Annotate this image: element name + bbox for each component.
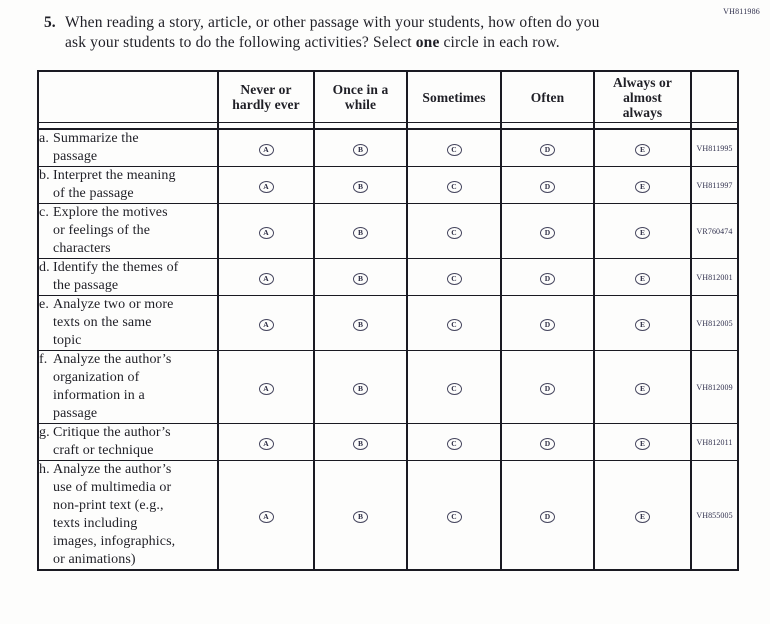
row-letter: f.: [39, 352, 48, 367]
option-cell-b: [314, 204, 407, 259]
table-row-g: [38, 424, 738, 461]
row-code: VH812001: [691, 259, 738, 296]
row-code: VH811997: [691, 167, 738, 204]
option-circle-a[interactable]: A: [259, 227, 274, 239]
form-code-top: VH811986: [723, 7, 760, 16]
option-cell-e: [594, 259, 691, 296]
option-cell-e: [594, 351, 691, 424]
option-cell-d: [501, 461, 594, 571]
option-circle-b[interactable]: B: [353, 227, 368, 239]
table-row-f: [38, 351, 738, 424]
option-cell-c: [407, 461, 501, 571]
option-cell-a: [218, 259, 314, 296]
option-circle-b[interactable]: B: [353, 511, 368, 523]
row-letter: d.: [39, 260, 50, 275]
option-circle-e[interactable]: E: [635, 181, 650, 193]
question-text: [65, 13, 600, 52]
column-header-line: Once in a: [332, 82, 389, 97]
column-header-line: almost: [623, 89, 662, 105]
option-circle-d[interactable]: D: [540, 273, 555, 285]
option-cell-e: [594, 167, 691, 204]
option-cell-b: [314, 259, 407, 296]
column-header-line: while: [344, 97, 377, 112]
row-label-text: Interpret the meaning of the passage: [53, 168, 176, 201]
option-circle-b[interactable]: B: [353, 144, 368, 156]
option-cell-e: [594, 129, 691, 167]
option-circle-a[interactable]: A: [259, 383, 274, 395]
option-cell-b: [314, 351, 407, 424]
option-circle-d[interactable]: D: [540, 383, 555, 395]
option-circle-d[interactable]: D: [540, 511, 555, 523]
option-cell-d: [501, 129, 594, 167]
table-row-e: [38, 296, 738, 351]
table-row-h: [38, 461, 738, 571]
row-label: [38, 424, 218, 461]
option-circle-d[interactable]: D: [540, 438, 555, 450]
table-row-a: [38, 129, 738, 167]
option-cell-a: [218, 129, 314, 167]
option-cell-b: [314, 461, 407, 571]
header-empty-code-col: [691, 71, 738, 123]
column-header-line: Often: [530, 89, 565, 105]
question-line-2: ask your students to do the following activities? Select one circle in each row.: [65, 33, 560, 51]
option-circle-c[interactable]: C: [447, 181, 462, 193]
column-header-line: Never or: [240, 82, 292, 97]
column-header-never-or-hardly-ever: [218, 71, 314, 123]
table-row-c: [38, 204, 738, 259]
row-letter: a.: [39, 131, 49, 146]
option-circle-d[interactable]: D: [540, 319, 555, 331]
row-label-text: Summarize the passage: [53, 131, 139, 164]
column-header-line: hardly ever: [232, 97, 300, 112]
option-cell-e: [594, 424, 691, 461]
row-letter: c.: [39, 205, 49, 220]
option-cell-a: [218, 167, 314, 204]
row-code: VR760474: [691, 204, 738, 259]
column-header-always-or-almost-always: [594, 71, 691, 123]
row-label-text: Analyze the author’s organization of information in a passage: [53, 352, 172, 421]
option-circle-c[interactable]: C: [447, 438, 462, 450]
option-circle-c[interactable]: C: [447, 273, 462, 285]
bold-word-one: one: [415, 33, 440, 51]
column-header-once-in-a-while: [314, 71, 407, 123]
option-cell-e: [594, 461, 691, 571]
row-code: VH855005: [691, 461, 738, 571]
option-circle-a[interactable]: A: [259, 273, 274, 285]
option-circle-c[interactable]: C: [447, 511, 462, 523]
option-cell-b: [314, 167, 407, 204]
option-circle-d[interactable]: D: [540, 144, 555, 156]
option-cell-a: [218, 351, 314, 424]
option-circle-b[interactable]: B: [353, 181, 368, 193]
row-letter: g.: [39, 425, 50, 440]
row-letter: b.: [39, 168, 50, 183]
option-cell-a: [218, 204, 314, 259]
option-cell-e: [594, 296, 691, 351]
option-circle-a[interactable]: A: [259, 181, 274, 193]
option-cell-d: [501, 351, 594, 424]
row-code: VH812005: [691, 296, 738, 351]
option-cell-b: [314, 129, 407, 167]
option-circle-b[interactable]: B: [353, 273, 368, 285]
option-circle-d[interactable]: D: [540, 227, 555, 239]
option-circle-c[interactable]: C: [447, 383, 462, 395]
row-label: [38, 167, 218, 204]
row-code: VH812011: [691, 424, 738, 461]
option-cell-c: [407, 167, 501, 204]
row-code: VH811995: [691, 129, 738, 167]
option-circle-b[interactable]: B: [353, 383, 368, 395]
option-cell-d: [501, 296, 594, 351]
option-circle-e[interactable]: E: [635, 511, 650, 523]
option-circle-e[interactable]: E: [635, 319, 650, 331]
option-cell-b: [314, 296, 407, 351]
option-circle-e[interactable]: E: [635, 227, 650, 239]
frequency-matrix-table: [37, 70, 739, 571]
row-label: [38, 351, 218, 424]
option-cell-e: [594, 204, 691, 259]
row-code: VH812009: [691, 351, 738, 424]
row-label: [38, 204, 218, 259]
option-circle-a[interactable]: A: [259, 144, 274, 156]
column-header-line: Always or: [612, 74, 673, 90]
question-line-1: When reading a story, article, or other passage with your students, how often do you: [65, 14, 600, 31]
option-circle-c[interactable]: C: [447, 144, 462, 156]
option-circle-e[interactable]: E: [635, 438, 650, 450]
option-cell-c: [407, 204, 501, 259]
column-header-sometimes: [407, 71, 501, 123]
table-row-d: [38, 259, 738, 296]
option-circle-e[interactable]: E: [635, 383, 650, 395]
option-circle-b[interactable]: B: [353, 319, 368, 331]
option-circle-c[interactable]: C: [447, 319, 462, 331]
option-circle-a[interactable]: A: [259, 511, 274, 523]
option-circle-d[interactable]: D: [540, 181, 555, 193]
header-empty-label-col: [38, 71, 218, 123]
option-cell-d: [501, 167, 594, 204]
option-circle-a[interactable]: A: [259, 319, 274, 331]
option-cell-c: [407, 259, 501, 296]
row-label-text: Identify the themes of the passage: [53, 260, 179, 293]
row-label-text: Analyze two or more texts on the same topic: [53, 297, 174, 348]
question-5: [44, 13, 749, 52]
option-cell-a: [218, 296, 314, 351]
row-label-text: Explore the motives or feelings of the characters: [53, 205, 168, 256]
option-cell-c: [407, 129, 501, 167]
option-cell-d: [501, 424, 594, 461]
option-circle-a[interactable]: A: [259, 438, 274, 450]
option-cell-a: [218, 424, 314, 461]
row-letter: e.: [39, 297, 49, 312]
option-cell-c: [407, 296, 501, 351]
option-cell-b: [314, 424, 407, 461]
table-row-b: [38, 167, 738, 204]
row-label: [38, 296, 218, 351]
row-label: [38, 259, 218, 296]
column-header-line: Sometimes: [422, 89, 486, 105]
table-header-row: [38, 71, 738, 123]
row-label: [38, 129, 218, 167]
option-circle-e[interactable]: E: [635, 144, 650, 156]
option-circle-b[interactable]: B: [353, 438, 368, 450]
option-cell-d: [501, 204, 594, 259]
column-header-line: always: [622, 104, 663, 120]
question-number: 5.: [44, 14, 56, 31]
column-header-often: [501, 71, 594, 123]
option-circle-e[interactable]: E: [635, 273, 650, 285]
option-circle-c[interactable]: C: [447, 227, 462, 239]
row-label: [38, 461, 218, 571]
option-cell-a: [218, 461, 314, 571]
option-cell-c: [407, 424, 501, 461]
option-cell-d: [501, 259, 594, 296]
row-letter: h.: [39, 462, 50, 477]
row-label-text: Analyze the author’s use of multimedia or non-print text (e.g., texts including images, infographics, or animations): [53, 462, 176, 567]
row-label-text: Critique the author’s craft or technique: [53, 425, 171, 458]
option-cell-c: [407, 351, 501, 424]
